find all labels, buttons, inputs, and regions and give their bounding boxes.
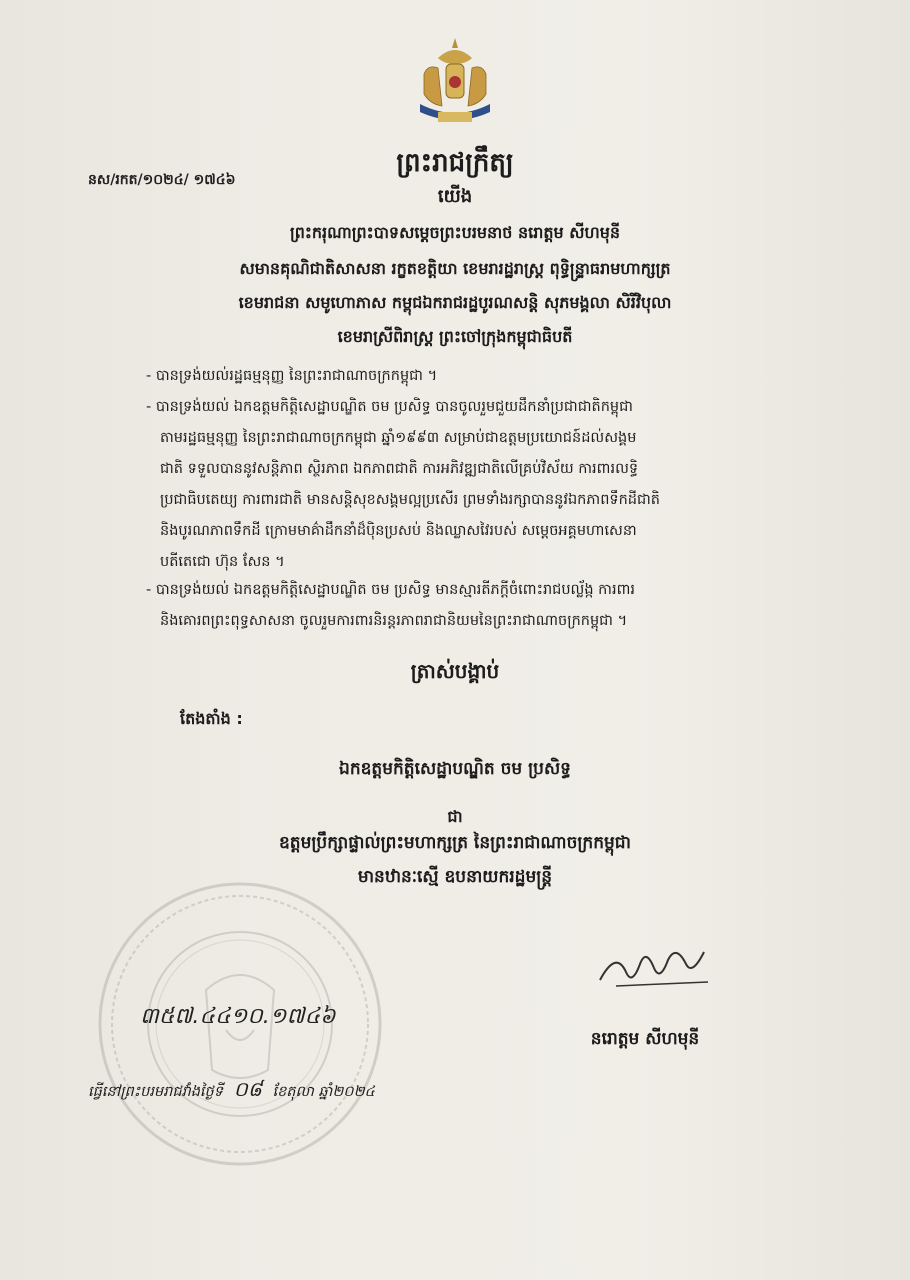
royal-coat-of-arms-icon: [408, 34, 502, 130]
signatory-name: នរោត្តម សីហមុនី: [590, 1029, 700, 1049]
consideration-3-line: - បានទ្រង់យល់ ឯកឧត្តមកិត្តិសេដ្ឋាបណ្ឌិត ចម ប្រសិទ្ធ មានស្មារតីភក្តីចំពោះរាជបល្ល័ង្ក ការពារ: [146, 582, 635, 598]
date-year: ឆ្នាំ២០២៤: [318, 1084, 375, 1100]
as-word: ជា: [447, 807, 463, 826]
consideration-2-line: តាមរដ្ឋធម្មនុញ្ញ នៃព្រះរាជាណាចក្រកម្ពុជា ឆ្នាំ១៩៩៣ សម្រាប់ជាឧត្តមប្រយោជន៍ដល់សង្គម: [160, 430, 637, 446]
consideration-2-line: ជាតិ ទទួលបាននូវសន្តិភាព ស្ថិរភាព ឯកភាពជាតិ ការអភិវឌ្ឍជាតិលើគ្រប់វិស័យ ការពារលទ្ធិ: [160, 461, 639, 477]
king-title-line-1: ព្រះករុណាព្រះបាទសម្តេចព្រះបរមនាថ នរោត្តម សីហមុនី: [289, 223, 621, 242]
king-title-line-4: ខេមរាស្រីពិរាស្ត្រ ព្រះចៅក្រុងកម្ពុជាធិបតី: [337, 327, 573, 346]
royal-signature-icon: [596, 930, 716, 990]
consideration-2-line: ប្រជាធិបតេយ្យ ការពារជាតិ មានសន្តិសុខសង្គមល្អប្រសើរ ព្រមទាំងរក្សាបាននូវឯកភាពទឹកដីជាតិ: [160, 492, 661, 508]
consideration-item-2: [146, 392, 866, 578]
we-heading: យើង: [437, 186, 473, 207]
registration-number: ៣៥៧.៤៤១០.១៧៤៦: [140, 1004, 336, 1029]
date-month: ខែតុលា: [272, 1084, 314, 1100]
consideration-item-1: - បានទ្រង់យល់រដ្ឋធម្មនុញ្ញ នៃព្រះរាជាណាចក្រកម្ពុជា ។: [146, 368, 438, 384]
reference-number: នស/រកត/១០២៤/ ១៧៤៦: [88, 172, 236, 188]
position-line-1: ឧត្តមប្រឹក្សាផ្ទាល់ព្រះមហាក្សត្រ នៃព្រះរាជាណាចក្រកម្ពុជា: [279, 833, 631, 853]
date-day: ០៨: [233, 1077, 262, 1101]
consideration-2-line: និងបូរណភាពទឹកដី ក្រោមមាគ៌ាដឹកនាំដ៏ប៉ិនប្រសប់ និងឈ្លាសវៃរបស់ សម្តេចអគ្គមហាសេនា: [160, 523, 637, 539]
date-place-line: [88, 1076, 375, 1106]
king-title-line-3: ខេមរាជនា សមូហោភាស កម្ពុជឯករាជរដ្ឋបូរណសន្តិ សុភមង្គលា សិរីវិបុលា: [238, 293, 672, 312]
consideration-3-line: និងគោរពព្រះពុទ្ធសាសនា ចូលរួមការពារនិរន្តរភាពរាជានិយមនៃព្រះរាជាណាចក្រកម្ពុជា ។: [160, 613, 628, 629]
command-heading: ត្រាស់បង្គាប់: [410, 659, 500, 683]
consideration-item-3: [146, 575, 866, 637]
document-title: ព្រះរាជក្រឹត្យ: [396, 148, 514, 178]
consideration-2-line: បតីតេជោ ហ៊ុន សែន ។: [160, 554, 285, 570]
king-title-line-2: សមានគុណិជាតិសាសនា រក្ខតខត្តិយា ខេមរារដ្ឋរាស្ត្រ ពុទ្ធិន្ទ្រាធរាមហាក្សត្រ: [239, 259, 671, 278]
appoint-label: តែងតាំង :: [180, 709, 243, 728]
position-line-2: មានឋានៈស្មើ ឧបនាយករដ្ឋមន្ត្រី: [357, 867, 553, 887]
date-prefix: ធ្វើនៅព្រះបរមរាជវាំងថ្ងៃទី: [88, 1084, 223, 1100]
appointee-name: ឯកឧត្តមកិត្តិសេដ្ឋាបណ្ឌិត ចម ប្រសិទ្ធ: [339, 759, 571, 779]
consideration-2-line: - បានទ្រង់យល់ ឯកឧត្តមកិត្តិសេដ្ឋាបណ្ឌិត ចម ប្រសិទ្ធ បានចូលរួមជួយដឹកនាំប្រជាជាតិកម្ពុជា: [146, 399, 633, 415]
